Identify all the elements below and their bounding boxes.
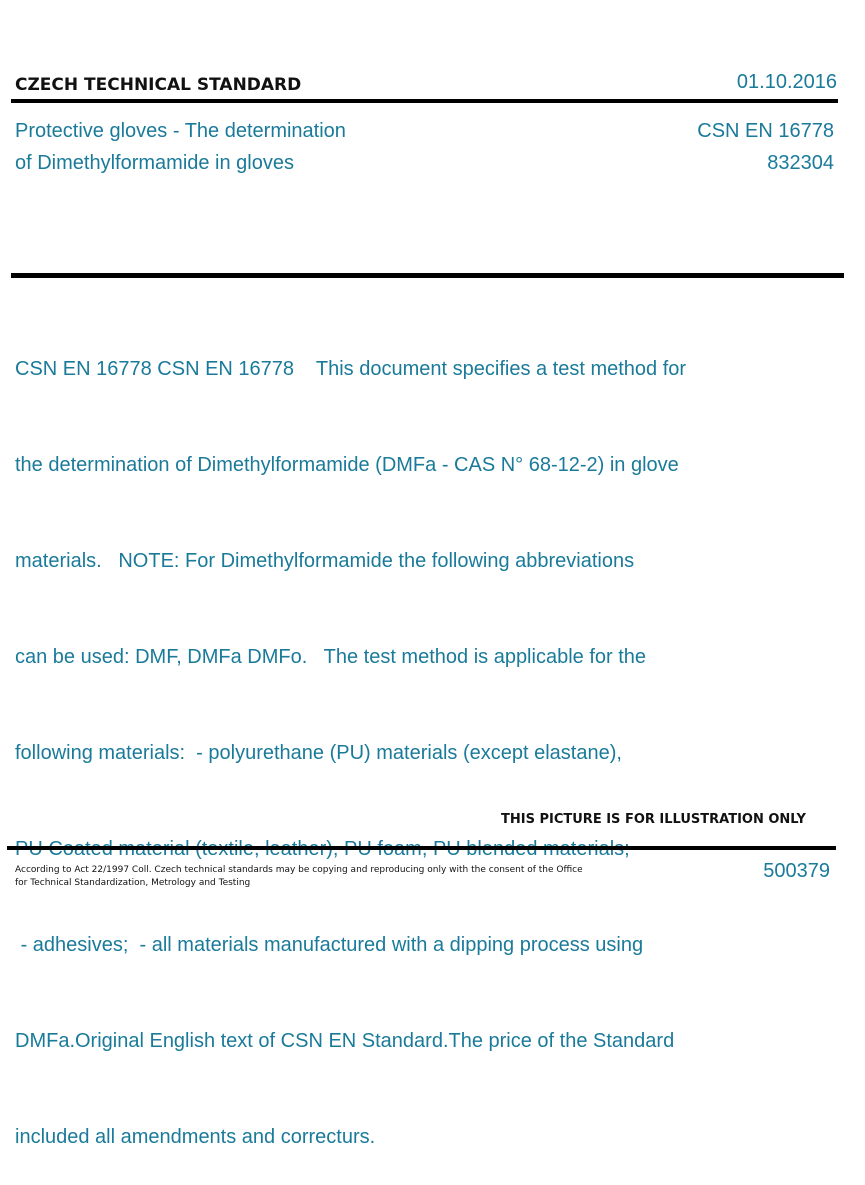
- abstract-line: materials. NOTE: For Dimethylformamide the following abbreviations: [15, 550, 635, 572]
- publication-date: 01.10.2016: [736, 71, 837, 93]
- illustration-disclaimer: THIS PICTURE IS FOR ILLUSTRATION ONLY: [501, 812, 806, 827]
- abstract-line: the determination of Dimethylformamide (DMFa - CAS N° 68-12-2) in glove: [15, 454, 679, 476]
- abstract-line: following materials: - polyurethane (PU) materials (except elastane),: [15, 742, 622, 764]
- standard-type-heading: CZECH TECHNICAL STANDARD: [15, 75, 302, 95]
- legal-notice-line-1: According to Act 22/1997 Coll. Czech technical standards may be copying and reproducing only with the consent of the Office: [15, 865, 583, 875]
- legal-notice: [15, 864, 595, 890]
- document-title-line-2: of Dimethylformamide in gloves: [15, 152, 294, 174]
- document-title-line-1: Protective gloves - The determination: [15, 120, 346, 142]
- document-codes: [697, 115, 834, 179]
- top-divider: [11, 99, 838, 103]
- middle-divider: [11, 273, 844, 278]
- document-title: [15, 115, 495, 179]
- abstract-line: - adhesives; - all materials manufactured with a dipping process using: [15, 934, 644, 956]
- classification-code: 832304: [767, 152, 834, 174]
- legal-notice-line-2: for Technical Standardization, Metrology and Testing: [15, 878, 251, 888]
- bottom-divider: [7, 846, 836, 850]
- abstract-line: DMFa.Original English text of CSN EN Standard.The price of the Standard: [15, 1030, 675, 1052]
- standard-number: CSN EN 16778: [697, 120, 834, 142]
- catalog-code: 500379: [763, 860, 830, 882]
- abstract-line: can be used: DMF, DMFa DMFo. The test method is applicable for the: [15, 646, 647, 668]
- abstract-text: [15, 289, 745, 1185]
- abstract-line: included all amendments and correcturs.: [15, 1126, 376, 1148]
- abstract-line: CSN EN 16778 CSN EN 16778 This document specifies a test method for: [15, 358, 687, 380]
